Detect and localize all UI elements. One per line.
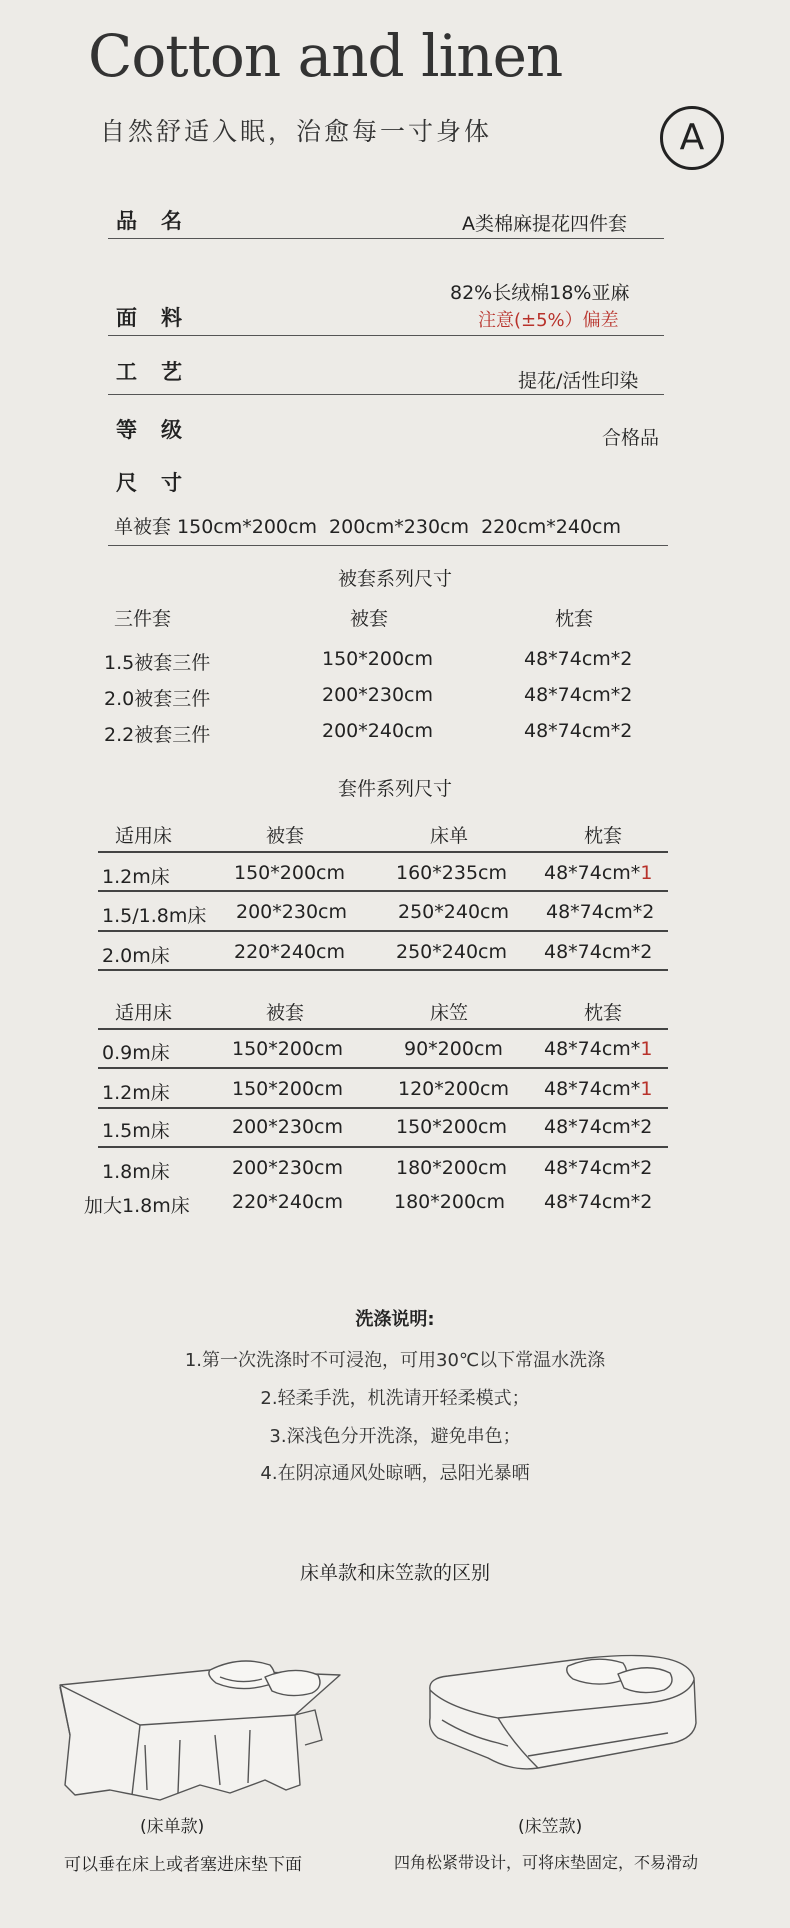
cover-header-pillow: 枕套 <box>555 608 594 630</box>
sheet-desc: 可以垂在床上或者塞进床垫下面 <box>64 1855 302 1875</box>
table-cell: 200*240cm <box>322 720 433 742</box>
table-cell: 1.5m床 <box>102 1120 170 1142</box>
table-cell: 1.2m床 <box>102 866 170 888</box>
divider <box>108 545 668 546</box>
craft-label: 工艺 <box>116 360 206 384</box>
table-cell: 1.8m床 <box>102 1161 170 1183</box>
table-cell: 160*235cm <box>396 862 507 884</box>
table-cell: 150*200cm <box>232 1038 343 1060</box>
table-cell: 150*200cm <box>396 1116 507 1138</box>
table-cell: 1.5被套三件 <box>104 652 211 674</box>
table-cell: 48*74cm*2 <box>544 941 653 963</box>
grade-label: 等级 <box>116 418 206 442</box>
table-cell: 0.9m床 <box>102 1042 170 1064</box>
table-cell: 48*74cm*2 <box>544 1116 653 1138</box>
fitted-caption: (床笠款) <box>518 1817 583 1837</box>
divider <box>98 930 668 932</box>
divider <box>108 394 664 395</box>
divider <box>98 1146 668 1148</box>
table-cell: 1.2m床 <box>102 1082 170 1104</box>
fitted-header-duvet: 被套 <box>266 1002 305 1024</box>
fabric-label: 面料 <box>116 306 206 330</box>
table-cell: 150*200cm <box>234 862 345 884</box>
divider <box>98 969 668 971</box>
table-cell: 48*74cm*2 <box>524 648 633 670</box>
single-cover-sizes: 单被套 150cm*200cm 200cm*230cm 220cm*240cm <box>114 516 622 538</box>
name-value: A类棉麻提花四件套 <box>462 213 627 235</box>
page-title: Cotton and linen <box>88 22 563 90</box>
table-cell: 150*200cm <box>322 648 433 670</box>
flat-sheet-illustration <box>50 1615 350 1805</box>
table-cell: 200*230cm <box>322 684 433 706</box>
cover-header-duvet: 被套 <box>350 608 389 630</box>
table-cell: 48*74cm*2 <box>544 1191 653 1213</box>
table-cell: 220*240cm <box>234 941 345 963</box>
washing-line: 1.第一次洗涤时不可浸泡，可用30℃以下常温水洗涤 <box>184 1350 606 1371</box>
table-cell: 180*200cm <box>396 1157 507 1179</box>
divider <box>98 890 668 892</box>
table-cell: 180*200cm <box>394 1191 505 1213</box>
washing-line: 3.深浅色分开洗涤，避免串色； <box>269 1426 521 1447</box>
fitted-sheet-illustration <box>418 1618 718 1798</box>
craft-value: 提花/活性印染 <box>518 370 639 392</box>
washing-title-row <box>0 1305 790 1331</box>
grade-value: 合格品 <box>602 427 660 449</box>
table-cell: 2.0m床 <box>102 945 170 967</box>
washing-line: 4.在阴凉通风处晾晒，忌阳光暴晒 <box>260 1463 530 1484</box>
size-label: 尺寸 <box>116 471 206 495</box>
table-cell: 加大1.8m床 <box>84 1195 190 1217</box>
table-cell: 250*240cm <box>396 941 507 963</box>
fitted-header-pillow: 枕套 <box>584 1002 623 1024</box>
sheet-header-sheet: 床单 <box>430 825 469 847</box>
table-cell: 250*240cm <box>398 901 509 923</box>
fitted-desc: 四角松紧带设计，可将床垫固定，不易滑动 <box>394 1853 699 1872</box>
difference-title: 床单款和床笠款的区别 <box>299 1562 490 1584</box>
washing-title: 洗涤说明: <box>355 1309 435 1330</box>
table-cell: 48*74cm*1 <box>544 1038 653 1060</box>
divider <box>98 1067 668 1069</box>
divider <box>108 238 664 239</box>
cover-header-set: 三件套 <box>114 608 172 630</box>
table-cell: 150*200cm <box>232 1078 343 1100</box>
page-subtitle: 自然舒适入眠，治愈每一寸身体 <box>100 117 493 146</box>
cover-series-title: 被套系列尺寸 <box>337 568 452 590</box>
table-cell: 120*200cm <box>398 1078 509 1100</box>
sheet-caption: (床单款) <box>140 1817 205 1837</box>
table-cell: 90*200cm <box>404 1038 503 1060</box>
grade-badge: A <box>660 106 724 170</box>
table-cell: 200*230cm <box>232 1116 343 1138</box>
table-cell: 200*230cm <box>236 901 347 923</box>
table-cell: 2.0被套三件 <box>104 688 211 710</box>
table-cell: 48*74cm*1 <box>544 1078 653 1100</box>
table-cell: 48*74cm*2 <box>524 720 633 742</box>
sheet-header-bed: 适用床 <box>115 825 173 847</box>
fitted-header-fitted: 床笠 <box>430 1002 469 1024</box>
sheet-header-duvet: 被套 <box>266 825 305 847</box>
set-series-title: 套件系列尺寸 <box>337 778 452 800</box>
table-cell: 48*74cm*2 <box>544 1157 653 1179</box>
difference-title-row <box>0 1558 790 1585</box>
name-label: 品名 <box>116 209 206 233</box>
fitted-header-bed: 适用床 <box>115 1002 173 1024</box>
table-cell: 48*74cm*2 <box>546 901 655 923</box>
table-cell: 200*230cm <box>232 1157 343 1179</box>
fabric-value: 82%长绒棉18%亚麻 <box>450 282 630 304</box>
table-cell: 2.2被套三件 <box>104 724 211 746</box>
divider <box>98 1028 668 1030</box>
fabric-note: 注意(±5%）偏差 <box>478 310 619 331</box>
washing-line: 2.轻柔手洗，机洗请开轻柔模式； <box>260 1388 530 1409</box>
table-cell: 1.5/1.8m床 <box>102 905 207 927</box>
divider <box>98 1107 668 1109</box>
divider <box>108 335 664 336</box>
table-cell: 48*74cm*1 <box>544 862 653 884</box>
sheet-header-pillow: 枕套 <box>584 825 623 847</box>
table-cell: 48*74cm*2 <box>524 684 633 706</box>
table-cell: 220*240cm <box>232 1191 343 1213</box>
divider <box>98 851 668 853</box>
